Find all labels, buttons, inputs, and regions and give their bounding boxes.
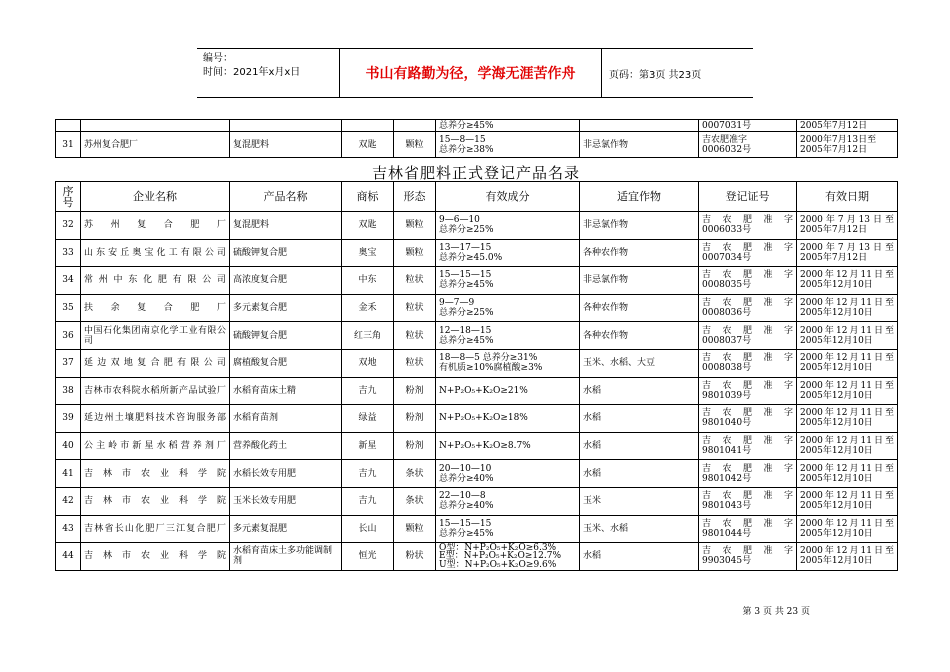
date-line: 2005年12月10日: [800, 308, 873, 319]
date-line: 2005年12月10日: [800, 556, 873, 567]
cell-reg: [699, 294, 797, 322]
date-line: 2005年12月10日: [800, 280, 873, 291]
date-line: 2000年7月13日至: [800, 242, 894, 253]
cell-effect: [436, 294, 580, 322]
cell-effect: [436, 405, 580, 433]
cell-crop: 水稻: [580, 460, 699, 488]
reg-line: 9801039号: [702, 390, 752, 401]
effect-line: 总养分≥38%: [439, 144, 494, 155]
cell-company: 苏州复合肥厂: [81, 132, 230, 158]
time-label: 时间：2021年x月x日: [203, 67, 301, 78]
reg-line: 吉农肥准字: [702, 325, 793, 336]
header-meta: [197, 49, 339, 97]
cell-crop: 玉米、水稻: [580, 515, 699, 543]
date-line: 2005年12月10日: [800, 363, 873, 374]
cell-crop: 玉米、水稻、大豆: [580, 349, 699, 377]
reg-line: 吉农肥准字: [702, 491, 793, 502]
reg-line: 0008035号: [702, 280, 752, 291]
cell-no: 40: [56, 432, 81, 460]
table-row: [56, 432, 898, 460]
reg-line: 0008037号: [702, 335, 752, 346]
effect-line: 总养分≥45.0%: [439, 252, 503, 263]
cell-effect: [436, 322, 580, 350]
reg-line: 9801041号: [702, 446, 752, 457]
cell-brand: 长山: [342, 515, 394, 543]
cell-company: 吉林市农业科学院: [81, 543, 230, 571]
cell-brand: 金禾: [342, 294, 394, 322]
cell-company: 吉林市农科院水稻所新产品试验厂: [81, 377, 230, 405]
date-line: 2005年12月10日: [800, 501, 873, 512]
cell-effect: [436, 377, 580, 405]
cell-company: 苏州复合肥厂: [81, 212, 230, 240]
cell-brand: 双匙: [342, 212, 394, 240]
date-line: 2000年12月11日至: [800, 546, 894, 557]
cell-date: [797, 487, 898, 515]
table-row: [56, 267, 898, 295]
date-line: 2000年12月11日至: [800, 518, 894, 529]
cell-form: 粒状: [394, 294, 436, 322]
cell-product: 高浓度复合肥: [230, 267, 342, 295]
col-header-reg: 登记证号: [699, 182, 797, 212]
date-line: 2005年12月10日: [800, 446, 873, 457]
cell-form: 颗粒: [394, 239, 436, 267]
header-motto: 书山有路勤为径，学海无涯苦作舟: [339, 49, 602, 97]
table-row: [56, 460, 898, 488]
cell-product: 硫酸钾复合肥: [230, 239, 342, 267]
cell-brand: 吉九: [342, 487, 394, 515]
table-row: [56, 322, 898, 350]
cell-no: 42: [56, 487, 81, 515]
cell-company: 扶余复合肥厂: [81, 294, 230, 322]
date-line: 2005年7月12日: [800, 252, 868, 263]
reg-line: 吉农肥准字: [702, 380, 793, 391]
reg-line: 9801040号: [702, 418, 752, 429]
date-line: 2005年12月10日: [800, 390, 873, 401]
cell-date: [797, 460, 898, 488]
cell-no: 43: [56, 515, 81, 543]
cell-brand: 吉九: [342, 460, 394, 488]
date-line: 2000年12月11日至: [800, 325, 894, 336]
table-row: [56, 377, 898, 405]
continued-table: [55, 119, 898, 158]
cell-product: 玉米长效专用肥: [230, 487, 342, 515]
table-row: [56, 543, 898, 571]
cell-product: 多元素复合肥: [230, 294, 342, 322]
cell-no: 35: [56, 294, 81, 322]
cell-product: 水稻育苗剂: [230, 405, 342, 433]
date-line: 2005年7月12日: [800, 144, 868, 155]
cell-product: 水稻育苗床土精: [230, 377, 342, 405]
cell-date: [797, 377, 898, 405]
cell-reg: [699, 212, 797, 240]
effect-line: E型：N+P₂O₅+K₂O≥12.7%: [439, 551, 562, 562]
cell-effect: [436, 543, 580, 571]
reg-line: 9801042号: [702, 473, 752, 484]
reg-line: 9903045号: [702, 556, 752, 567]
cell-no: 33: [56, 239, 81, 267]
cell-form: 粉剂: [394, 432, 436, 460]
cell-crop: 非忌氯作物: [580, 267, 699, 295]
cell-no: 38: [56, 377, 81, 405]
cell-crop: 各种农作物: [580, 322, 699, 350]
date-line: 2000年12月11日至: [800, 380, 894, 391]
cell-no: 44: [56, 543, 81, 571]
effect-line: 12—18—15: [439, 325, 492, 336]
cell-form: 粒状: [394, 349, 436, 377]
cell-company: 公主岭市新星水稻营养剂厂: [81, 432, 230, 460]
fertilizer-table: [55, 181, 898, 571]
effect-line: 18—8—5 总养分≥31%: [439, 353, 538, 364]
effect-line: N+P₂O₅+K₂O≥8.7%: [439, 441, 531, 452]
cell-reg: [699, 322, 797, 350]
reg-line: 吉农肥准字: [702, 436, 793, 447]
cell-effect: 总养分≥45%: [436, 120, 580, 132]
effect-line: U型：N+P₂O₅+K₂O≥9.6%: [439, 559, 557, 570]
cell-no: 37: [56, 349, 81, 377]
cell-effect: [436, 212, 580, 240]
reg-line: 吉农肥准字: [702, 215, 793, 226]
cell-date: [797, 294, 898, 322]
number-label: 编号：: [203, 53, 233, 64]
date-line: 2005年7月12日: [800, 225, 868, 236]
cell-crop: 水稻: [580, 405, 699, 433]
cell-crop: 水稻: [580, 543, 699, 571]
cell-reg: [699, 543, 797, 571]
cell-crop: 玉米: [580, 487, 699, 515]
cell-product: 水稻长效专用肥: [230, 460, 342, 488]
table-header-row: [56, 182, 898, 212]
reg-line: 0008036号: [702, 308, 752, 319]
cell-brand: 中东: [342, 267, 394, 295]
table-row: [56, 132, 898, 158]
cell-form: 粉剂: [394, 405, 436, 433]
cell-no: 31: [56, 132, 81, 158]
date-line: 2000年12月11日至: [800, 436, 894, 447]
cell-reg: [699, 132, 797, 158]
effect-line: 15—15—15: [439, 518, 492, 529]
cell-reg: [699, 460, 797, 488]
cell-date: [797, 432, 898, 460]
cell-brand: 新星: [342, 432, 394, 460]
reg-line: 0008038号: [702, 363, 752, 374]
effect-line: N+P₂O₅+K₂O≥21%: [439, 385, 528, 396]
effect-line: 15—15—15: [439, 270, 492, 281]
cell-reg: [699, 267, 797, 295]
cell-product: 水稻育苗床土多功能调制剂: [230, 543, 342, 571]
effect-line: N+P₂O₅+K₂O≥18%: [439, 413, 528, 424]
cell-date: [797, 405, 898, 433]
cell-company: 吉林市农业科学院: [81, 487, 230, 515]
cell-form: 颗粒: [394, 212, 436, 240]
effect-line: 总养分≥45%: [439, 528, 494, 539]
page-footer: 第 3 页 共 23 页: [742, 607, 810, 617]
cell-effect: [436, 487, 580, 515]
cell-brand: 奥宝: [342, 239, 394, 267]
col-header-effect: 有效成分: [436, 182, 580, 212]
cell-brand: 绿益: [342, 405, 394, 433]
effect-line: 22—10—8: [439, 491, 486, 502]
cell-company: 吉林省长山化肥厂三江复合肥厂: [81, 515, 230, 543]
col-header-company: 企业名称: [81, 182, 230, 212]
cell-brand: 吉九: [342, 377, 394, 405]
cell-crop: 水稻: [580, 377, 699, 405]
cell-date: [797, 212, 898, 240]
date-line: 2000年7月13日至: [800, 134, 877, 145]
cell-form: 粉剂: [394, 377, 436, 405]
effect-line: 9—7—9: [439, 298, 475, 309]
cell-no: 32: [56, 212, 81, 240]
cell-brand: 恒光: [342, 543, 394, 571]
reg-line: 吉农肥准字: [702, 546, 793, 557]
cell-date: [797, 349, 898, 377]
page-header: [197, 48, 753, 98]
table-row: [56, 294, 898, 322]
cell-form: 粒状: [394, 322, 436, 350]
effect-line: 总养分≥40%: [439, 501, 494, 512]
cell-effect: [436, 267, 580, 295]
cell-date: [797, 322, 898, 350]
cell-effect: [436, 132, 580, 158]
date-line: 2000年12月11日至: [800, 463, 894, 474]
cell-brand: 双匙: [342, 132, 394, 158]
cell-effect: [436, 349, 580, 377]
table-row: [56, 515, 898, 543]
date-line: 2000年12月11日至: [800, 298, 894, 309]
reg-line: 吉农肥准字: [702, 518, 793, 529]
reg-line: 吉农肥准字: [702, 298, 793, 309]
effect-line: 13—17—15: [439, 242, 492, 253]
cell-effect: [436, 239, 580, 267]
cell-reg: [699, 432, 797, 460]
cell-product: 硫酸钾复合肥: [230, 322, 342, 350]
cell-no: 34: [56, 267, 81, 295]
cell-reg: 0007031号: [699, 120, 797, 132]
col-header-product: 产品名称: [230, 182, 342, 212]
date-line: 2000年12月11日至: [800, 408, 894, 419]
date-line: 2000年12月11日至: [800, 353, 894, 364]
cell-date: [797, 132, 898, 158]
cell-no: 41: [56, 460, 81, 488]
header-page-label: 页码：第3页 共23页: [609, 69, 702, 81]
cell-reg: [699, 515, 797, 543]
date-line: 2005年12月10日: [800, 418, 873, 429]
effect-line: 总养分≥25%: [439, 225, 494, 236]
cell-reg: [699, 239, 797, 267]
effect-line: 15—8—15: [439, 134, 486, 145]
reg-line: 0006033号: [702, 225, 752, 236]
reg-line: 吉农肥准字: [702, 270, 793, 281]
effect-line: 9—6—10: [439, 215, 480, 226]
cell-reg: [699, 487, 797, 515]
col-header-crop: 适宜作物: [580, 182, 699, 212]
cell-crop: 非忌氯作物: [580, 212, 699, 240]
cell-no: 39: [56, 405, 81, 433]
cell-crop: 水稻: [580, 432, 699, 460]
table-row: [56, 212, 898, 240]
cell-product: 复混肥料: [230, 212, 342, 240]
effect-line: 总养分≥45%: [439, 335, 494, 346]
reg-line: 9801043号: [702, 501, 752, 512]
reg-line: 吉农肥准字: [702, 353, 793, 364]
cell-date: [797, 543, 898, 571]
cell-product: 腐植酸复合肥: [230, 349, 342, 377]
cell-form: 粒状: [394, 267, 436, 295]
col-header-date: 有效日期: [797, 182, 898, 212]
reg-line: 吉农肥准字: [702, 242, 793, 253]
cell-form: 颗粒: [394, 515, 436, 543]
cell-date: 2005年7月12日: [797, 120, 898, 132]
col-header-form: 形态: [394, 182, 436, 212]
table-row: [56, 349, 898, 377]
effect-line: O型：N+P₂O₅+K₂O≥6.3%: [439, 542, 557, 553]
date-line: 2000年12月11日至: [800, 491, 894, 502]
cell-company: 延边州土壤肥料技术咨询服务部: [81, 405, 230, 433]
cell-crop: 各种农作物: [580, 294, 699, 322]
cell-brand: 双地: [342, 349, 394, 377]
cell-date: [797, 267, 898, 295]
reg-line: 吉农肥准字: [702, 463, 793, 474]
cell-company: 山东安丘奥宝化工有限公司: [81, 239, 230, 267]
table-body: [56, 212, 898, 571]
cell-effect: [436, 515, 580, 543]
effect-line: 总养分≥25%: [439, 308, 494, 319]
reg-line: 吉农肥准字: [702, 408, 793, 419]
cell-date: [797, 515, 898, 543]
table-row: [56, 405, 898, 433]
date-line: 2005年12月10日: [800, 473, 873, 484]
effect-line: 总养分≥40%: [439, 473, 494, 484]
cell-crop: 各种农作物: [580, 239, 699, 267]
cell-reg: [699, 405, 797, 433]
cell-company: 常州中东化肥有限公司: [81, 267, 230, 295]
date-line: 2000年12月11日至: [800, 270, 894, 281]
col-header-no: 序号: [56, 182, 81, 212]
date-line: 2005年12月10日: [800, 335, 873, 346]
cell-reg: [699, 377, 797, 405]
effect-line: 20—10—10: [439, 463, 492, 474]
effect-line: 有机质≥10%腐植酸≥3%: [439, 363, 543, 374]
cell-product: 营养酸化药土: [230, 432, 342, 460]
table-title: 吉林省肥料正式登记产品名录: [371, 164, 580, 182]
date-line: 2005年12月10日: [800, 528, 873, 539]
reg-line: 9801044号: [702, 528, 752, 539]
cell-form: 粉状: [394, 543, 436, 571]
cell-date: [797, 239, 898, 267]
cell-form: 颗粒: [394, 132, 436, 158]
cell-form: 条状: [394, 487, 436, 515]
date-line: 2000年7月13日至: [800, 215, 894, 226]
cell-company: 吉林市农业科学院: [81, 460, 230, 488]
table-row: [56, 487, 898, 515]
cell-no: 36: [56, 322, 81, 350]
cell-reg: [699, 349, 797, 377]
reg-line: 吉农肥准字: [702, 134, 748, 145]
continued-row: [56, 120, 898, 132]
table-row: [56, 239, 898, 267]
cell-product: 复混肥料: [230, 132, 342, 158]
cell-product: 多元素复混肥: [230, 515, 342, 543]
cell-form: 条状: [394, 460, 436, 488]
reg-line: 0007034号: [702, 252, 752, 263]
col-header-brand: 商标: [342, 182, 394, 212]
cell-brand: 红三角: [342, 322, 394, 350]
cell-company: 延边双地复合肥有限公司: [81, 349, 230, 377]
cell-crop: 非忌氯作物: [580, 132, 699, 158]
cell-company: 中国石化集团南京化学工业有限公司: [81, 322, 230, 350]
cell-effect: [436, 460, 580, 488]
effect-line: 总养分≥45%: [439, 280, 494, 291]
reg-line: 0006032号: [702, 144, 752, 155]
cell-effect: [436, 432, 580, 460]
